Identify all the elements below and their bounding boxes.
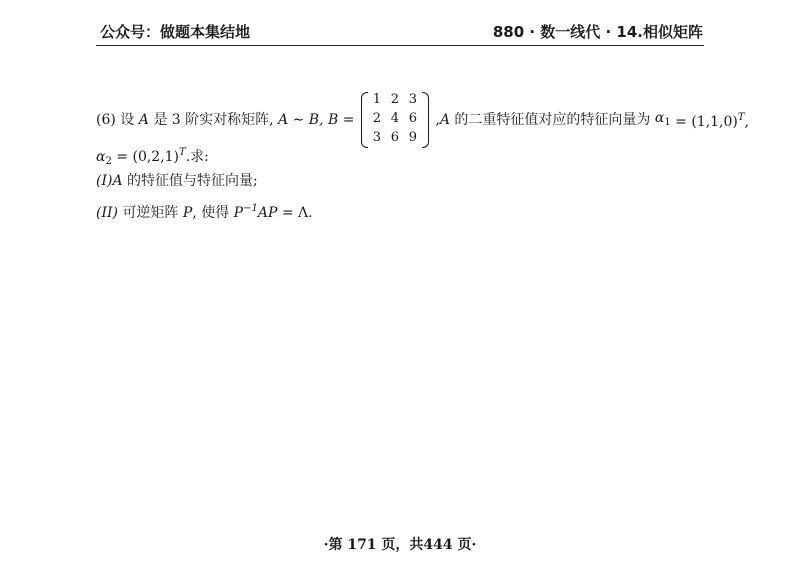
- math-relation: A ∼ B, B =: [278, 112, 355, 128]
- problem-text: 是 3 阶实对称矩阵,: [153, 112, 274, 128]
- problem-text: 设: [120, 112, 135, 128]
- alpha-symbol: $\alpha_1$: [654, 109, 671, 128]
- alpha-symbol: $\alpha_2$: [96, 149, 112, 167]
- math-symbol: P: [182, 205, 193, 221]
- problem-text: 可逆矩阵: [122, 205, 179, 221]
- math-symbol: A: [138, 112, 149, 128]
- matrix-left-bracket: [361, 92, 368, 148]
- problem-line-1: [96, 92, 749, 148]
- alpha2-value: = $(0,2,1)^T$: [116, 147, 186, 165]
- matrix-cell: 2: [390, 92, 400, 107]
- matrix-cell: 2: [372, 111, 382, 126]
- problem-text: 的特征值与特征向量;: [127, 173, 258, 189]
- math-expression: $P^{-1}AP$: [233, 203, 278, 221]
- matrix-cell: 9: [408, 130, 418, 145]
- header-divider: [96, 45, 704, 46]
- matrix-cell: 6: [408, 111, 418, 126]
- matrix-right-bracket: [422, 92, 429, 148]
- matrix-cell: 6: [390, 130, 400, 145]
- problem-text: ,: [435, 112, 440, 128]
- part-label: (II): [96, 205, 118, 221]
- matrix-b: [361, 92, 429, 148]
- problem-part-1: [96, 172, 258, 190]
- problem-part-2: [96, 200, 313, 222]
- matrix-cell: 4: [390, 111, 400, 126]
- math-symbol: A: [439, 112, 450, 128]
- problem-text: 的二重特征值对应的特征向量为: [454, 112, 651, 128]
- matrix-cell: 3: [372, 130, 382, 145]
- problem-number: (6): [96, 112, 116, 128]
- problem-line-2: [96, 144, 209, 171]
- math-equality: = Λ.: [281, 205, 313, 221]
- header-left-title: 公众号：做题本集结地: [100, 23, 251, 41]
- matrix-cell: 1: [372, 92, 382, 107]
- alpha1-value: = $(1,1,0)^T$,: [675, 112, 749, 130]
- problem-text: , 使得: [192, 205, 230, 221]
- matrix-cell: 3: [408, 92, 418, 107]
- part-label: (I): [96, 173, 113, 189]
- header-right-title: 880 · 数一线代 · 14.相似矩阵: [492, 23, 703, 41]
- math-symbol: A: [112, 173, 123, 189]
- page-footer: ·第 171 页，共444 页·: [323, 537, 477, 553]
- problem-text: .求:: [185, 149, 209, 165]
